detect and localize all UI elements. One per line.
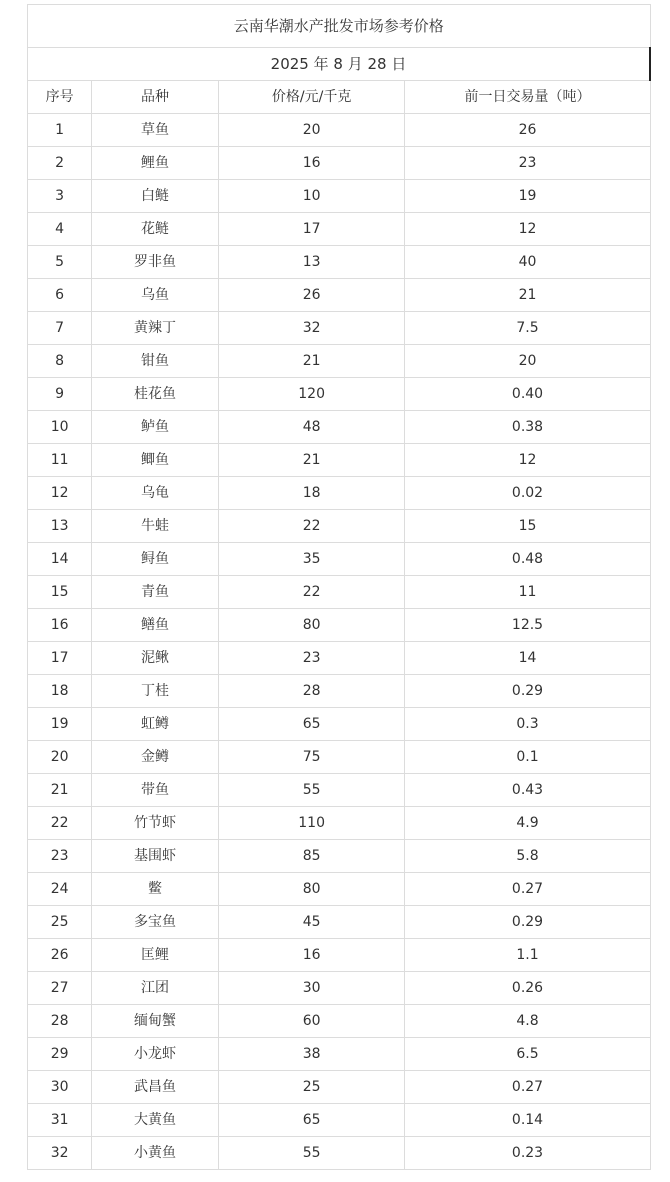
cell-price: 21	[218, 444, 405, 477]
cell-volume: 14	[405, 642, 650, 675]
table-row	[28, 1071, 651, 1104]
cell-volume: 40	[405, 246, 650, 279]
cell-index: 19	[28, 708, 92, 741]
cell-price: 65	[218, 1104, 405, 1137]
cell-volume: 4.9	[405, 807, 650, 840]
cell-variety: 大黄鱼	[92, 1104, 219, 1137]
table-row	[28, 939, 651, 972]
cell-price: 30	[218, 972, 405, 1005]
table-row	[28, 279, 651, 312]
cell-variety: 乌龟	[92, 477, 219, 510]
cell-index: 18	[28, 675, 92, 708]
cell-index: 27	[28, 972, 92, 1005]
cell-price: 80	[218, 873, 405, 906]
cell-index: 26	[28, 939, 92, 972]
cell-price: 22	[218, 576, 405, 609]
cell-price: 13	[218, 246, 405, 279]
cell-index: 12	[28, 477, 92, 510]
cell-volume: 12	[405, 444, 650, 477]
cell-price: 120	[218, 378, 405, 411]
table-row	[28, 1038, 651, 1071]
cell-index: 4	[28, 213, 92, 246]
cell-volume: 23	[405, 147, 650, 180]
cell-index: 7	[28, 312, 92, 345]
cell-variety: 带鱼	[92, 774, 219, 807]
table-row	[28, 477, 651, 510]
table-row	[28, 972, 651, 1005]
cell-volume: 0.02	[405, 477, 650, 510]
cell-variety: 鲤鱼	[92, 147, 219, 180]
title-row	[28, 5, 651, 48]
cell-volume: 0.48	[405, 543, 650, 576]
cell-volume: 12.5	[405, 609, 650, 642]
cell-volume: 0.27	[405, 1071, 650, 1104]
cell-price: 65	[218, 708, 405, 741]
cell-variety: 鳖	[92, 873, 219, 906]
price-table	[27, 4, 651, 1170]
cell-variety: 鳝鱼	[92, 609, 219, 642]
cell-volume: 0.40	[405, 378, 650, 411]
cell-index: 17	[28, 642, 92, 675]
table-row	[28, 807, 651, 840]
cell-variety: 小龙虾	[92, 1038, 219, 1071]
cell-price: 85	[218, 840, 405, 873]
cell-price: 75	[218, 741, 405, 774]
cell-price: 38	[218, 1038, 405, 1071]
date-row	[28, 48, 651, 81]
table-row	[28, 543, 651, 576]
table-row	[28, 576, 651, 609]
cell-price: 32	[218, 312, 405, 345]
column-header-price: 价格/元/千克	[218, 81, 405, 114]
table-row	[28, 246, 651, 279]
cell-index: 14	[28, 543, 92, 576]
cell-index: 10	[28, 411, 92, 444]
column-header-volume: 前一日交易量（吨）	[405, 81, 650, 114]
cell-volume: 11	[405, 576, 650, 609]
cell-price: 55	[218, 1137, 405, 1170]
cell-price: 25	[218, 1071, 405, 1104]
cell-index: 23	[28, 840, 92, 873]
cell-volume: 21	[405, 279, 650, 312]
column-header-index: 序号	[28, 81, 92, 114]
cell-index: 9	[28, 378, 92, 411]
cell-variety: 黄辣丁	[92, 312, 219, 345]
cell-price: 55	[218, 774, 405, 807]
cell-volume: 20	[405, 345, 650, 378]
cell-price: 22	[218, 510, 405, 543]
table-row	[28, 642, 651, 675]
cell-volume: 4.8	[405, 1005, 650, 1038]
table-row	[28, 1104, 651, 1137]
cell-index: 3	[28, 180, 92, 213]
cell-variety: 泥鳅	[92, 642, 219, 675]
cell-price: 26	[218, 279, 405, 312]
cell-index: 15	[28, 576, 92, 609]
cell-volume: 19	[405, 180, 650, 213]
table-row	[28, 708, 651, 741]
cell-volume: 0.3	[405, 708, 650, 741]
cell-price: 110	[218, 807, 405, 840]
cell-variety: 多宝鱼	[92, 906, 219, 939]
cell-price: 28	[218, 675, 405, 708]
table-row	[28, 213, 651, 246]
cell-variety: 白鲢	[92, 180, 219, 213]
cell-price: 35	[218, 543, 405, 576]
cell-index: 30	[28, 1071, 92, 1104]
cell-variety: 基围虾	[92, 840, 219, 873]
table-row	[28, 312, 651, 345]
cell-index: 2	[28, 147, 92, 180]
cell-variety: 钳鱼	[92, 345, 219, 378]
table-row	[28, 675, 651, 708]
cell-variety: 丁桂	[92, 675, 219, 708]
cell-variety: 小黄鱼	[92, 1137, 219, 1170]
cell-price: 16	[218, 939, 405, 972]
cell-index: 5	[28, 246, 92, 279]
cell-variety: 竹节虾	[92, 807, 219, 840]
cell-volume: 15	[405, 510, 650, 543]
cell-index: 6	[28, 279, 92, 312]
cell-index: 13	[28, 510, 92, 543]
cell-variety: 青鱼	[92, 576, 219, 609]
cell-volume: 12	[405, 213, 650, 246]
cell-price: 16	[218, 147, 405, 180]
table-row	[28, 774, 651, 807]
table-title: 云南华潮水产批发市场参考价格	[28, 5, 651, 48]
table-row	[28, 444, 651, 477]
cell-volume: 0.43	[405, 774, 650, 807]
cell-variety: 桂花鱼	[92, 378, 219, 411]
cell-variety: 缅甸蟹	[92, 1005, 219, 1038]
table-row	[28, 873, 651, 906]
cell-price: 21	[218, 345, 405, 378]
cell-price: 45	[218, 906, 405, 939]
header-row	[28, 81, 651, 114]
table-row	[28, 906, 651, 939]
cell-volume: 26	[405, 114, 650, 147]
cell-variety: 江团	[92, 972, 219, 1005]
cell-volume: 0.29	[405, 906, 650, 939]
table-row	[28, 1137, 651, 1170]
cell-volume: 0.1	[405, 741, 650, 774]
cell-index: 28	[28, 1005, 92, 1038]
cell-variety: 草鱼	[92, 114, 219, 147]
cell-index: 31	[28, 1104, 92, 1137]
cell-variety: 虹鳟	[92, 708, 219, 741]
table-row	[28, 1005, 651, 1038]
cell-index: 22	[28, 807, 92, 840]
table-row	[28, 510, 651, 543]
table-date: 2025 年 8 月 28 日	[28, 48, 651, 81]
cell-variety: 牛蛙	[92, 510, 219, 543]
cell-volume: 5.8	[405, 840, 650, 873]
cell-index: 20	[28, 741, 92, 774]
table-row	[28, 345, 651, 378]
cell-price: 18	[218, 477, 405, 510]
cell-volume: 0.29	[405, 675, 650, 708]
cell-variety: 乌鱼	[92, 279, 219, 312]
cell-index: 29	[28, 1038, 92, 1071]
cell-volume: 0.23	[405, 1137, 650, 1170]
cell-index: 32	[28, 1137, 92, 1170]
table-row	[28, 609, 651, 642]
cell-price: 10	[218, 180, 405, 213]
cell-index: 16	[28, 609, 92, 642]
cell-index: 25	[28, 906, 92, 939]
cell-index: 8	[28, 345, 92, 378]
cell-variety: 鲫鱼	[92, 444, 219, 477]
cell-variety: 花鲢	[92, 213, 219, 246]
cell-index: 1	[28, 114, 92, 147]
cell-volume: 0.38	[405, 411, 650, 444]
price-table-body	[28, 5, 651, 1170]
table-row	[28, 741, 651, 774]
cell-variety: 匡鲤	[92, 939, 219, 972]
cell-price: 17	[218, 213, 405, 246]
table-row	[28, 840, 651, 873]
cell-volume: 7.5	[405, 312, 650, 345]
cell-variety: 金鳟	[92, 741, 219, 774]
cell-price: 48	[218, 411, 405, 444]
cell-index: 21	[28, 774, 92, 807]
table-row	[28, 114, 651, 147]
cell-variety: 武昌鱼	[92, 1071, 219, 1104]
cell-index: 24	[28, 873, 92, 906]
table-row	[28, 378, 651, 411]
cell-volume: 0.27	[405, 873, 650, 906]
cell-index: 11	[28, 444, 92, 477]
cell-price: 23	[218, 642, 405, 675]
cell-price: 20	[218, 114, 405, 147]
cell-price: 80	[218, 609, 405, 642]
cell-volume: 0.14	[405, 1104, 650, 1137]
cell-variety: 鲈鱼	[92, 411, 219, 444]
table-row	[28, 180, 651, 213]
cell-variety: 鲟鱼	[92, 543, 219, 576]
cell-volume: 1.1	[405, 939, 650, 972]
cell-variety: 罗非鱼	[92, 246, 219, 279]
cell-volume: 6.5	[405, 1038, 650, 1071]
cell-volume: 0.26	[405, 972, 650, 1005]
cell-price: 60	[218, 1005, 405, 1038]
column-header-variety: 品种	[92, 81, 219, 114]
table-row	[28, 147, 651, 180]
table-row	[28, 411, 651, 444]
